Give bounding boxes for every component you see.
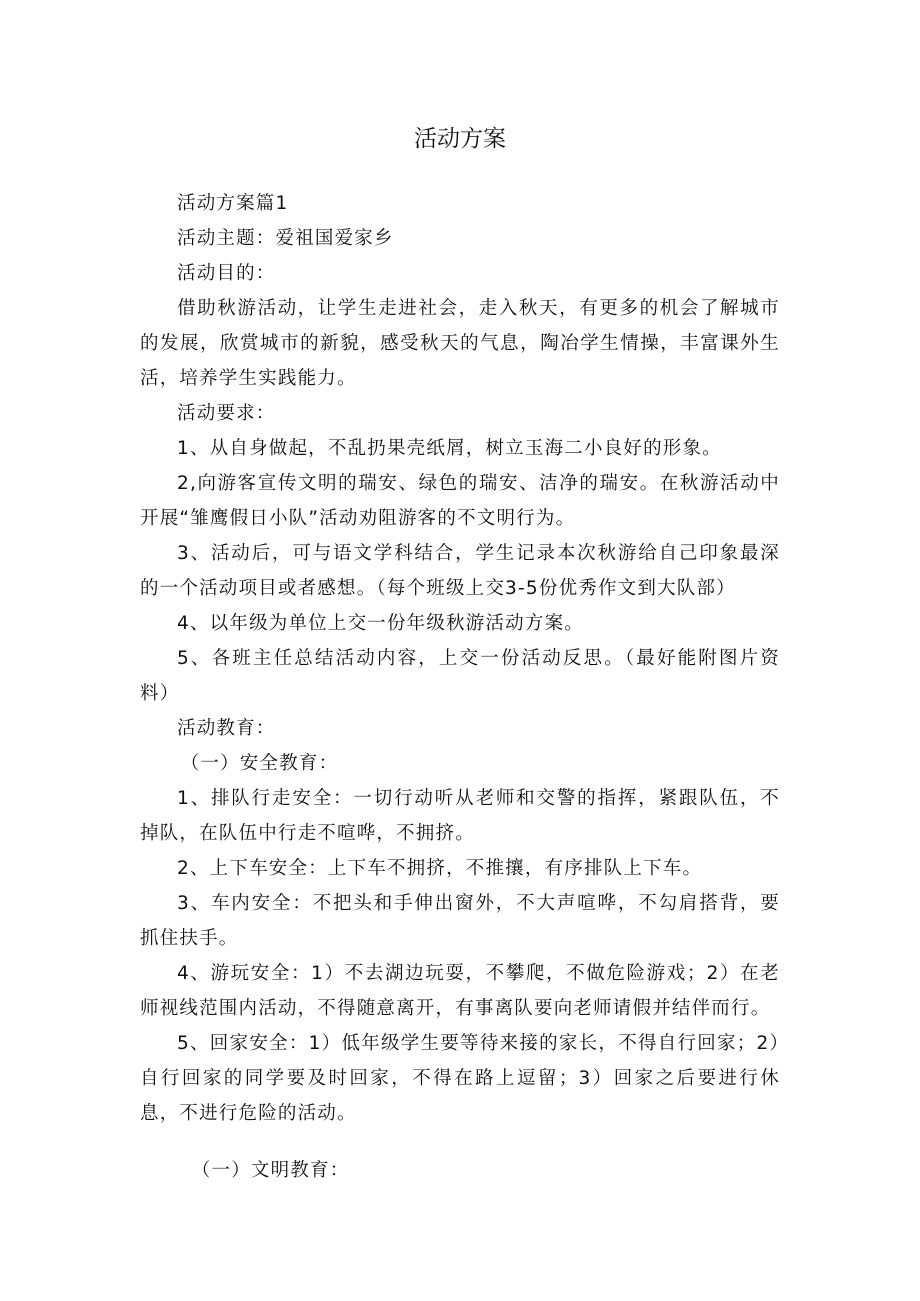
requirement-item-1: 1、从自身做起，不乱扔果壳纸屑，树立玉海二小良好的形象。 [177, 438, 722, 459]
heading-safety-education: （一）安全教育： [180, 753, 339, 774]
requirement-item-2: 2,向游客宣传文明的瑞安、绿色的瑞安、洁净的瑞安。在秋游活动中开展“雏鹰假日小队”活动劝阻游客的不文明行为。 [140, 473, 780, 529]
requirement-item-4: 4、以年级为单位上交一份年级秋游活动方案。 [177, 613, 584, 634]
heading-civility-education: （一）文明教育： [191, 1160, 350, 1181]
requirement-item-3: 3、活动后，可与语文学科结合，学生记录本次秋游给自己印象最深的一个活动项目或者感想。（每个班级上交3-5份优秀作文到大队部） [140, 543, 780, 599]
safety-item-3: 3、车内安全：不把头和手伸出窗外，不大声喧哗，不勾肩搭背，要抓住扶手。 [140, 893, 780, 949]
safety-item-4: 4、游玩安全：1）不去湖边玩耍，不攀爬，不做危险游戏；2）在老师视线范围内活动，不得随意离开，有事离队要向老师请假并结伴而行。 [140, 963, 780, 1019]
heading-activity-requirements: 活动要求： [177, 403, 276, 424]
safety-item-1: 1、排队行走安全：一切行动听从老师和交警的指挥，紧跟队伍，不掉队，在队伍中行走不喧哗，不拥挤。 [140, 788, 780, 844]
heading-plan-part: 活动方案篇1 [177, 193, 289, 214]
heading-activity-education: 活动教育： [177, 718, 276, 739]
safety-item-5: 5、回家安全：1）低年级学生要等待来接的家长，不得自行回家；2）自行回家的同学要及时回家，不得在路上逗留；3）回家之后要进行休息，不进行危险的活动。 [140, 1033, 780, 1124]
document-body [140, 186, 780, 1188]
requirement-item-5: 5、各班主任总结活动内容，上交一份活动反思。（最好能附图片资料） [140, 648, 780, 704]
activity-theme: 活动主题：爱祖国爱家乡 [177, 228, 394, 249]
document-title: 活动方案 [414, 125, 506, 151]
purpose-paragraph: 借助秋游活动，让学生走进社会，走入秋天，有更多的机会了解城市的发展，欣赏城市的新貌，感受秋天的气息，陶冶学生情操，丰富课外生活，培养学生实践能力。 [140, 298, 780, 389]
heading-activity-purpose: 活动目的： [177, 263, 276, 284]
safety-item-2: 2、上下车安全：上下车不拥挤，不推攘，有序排队上下车。 [177, 858, 703, 879]
